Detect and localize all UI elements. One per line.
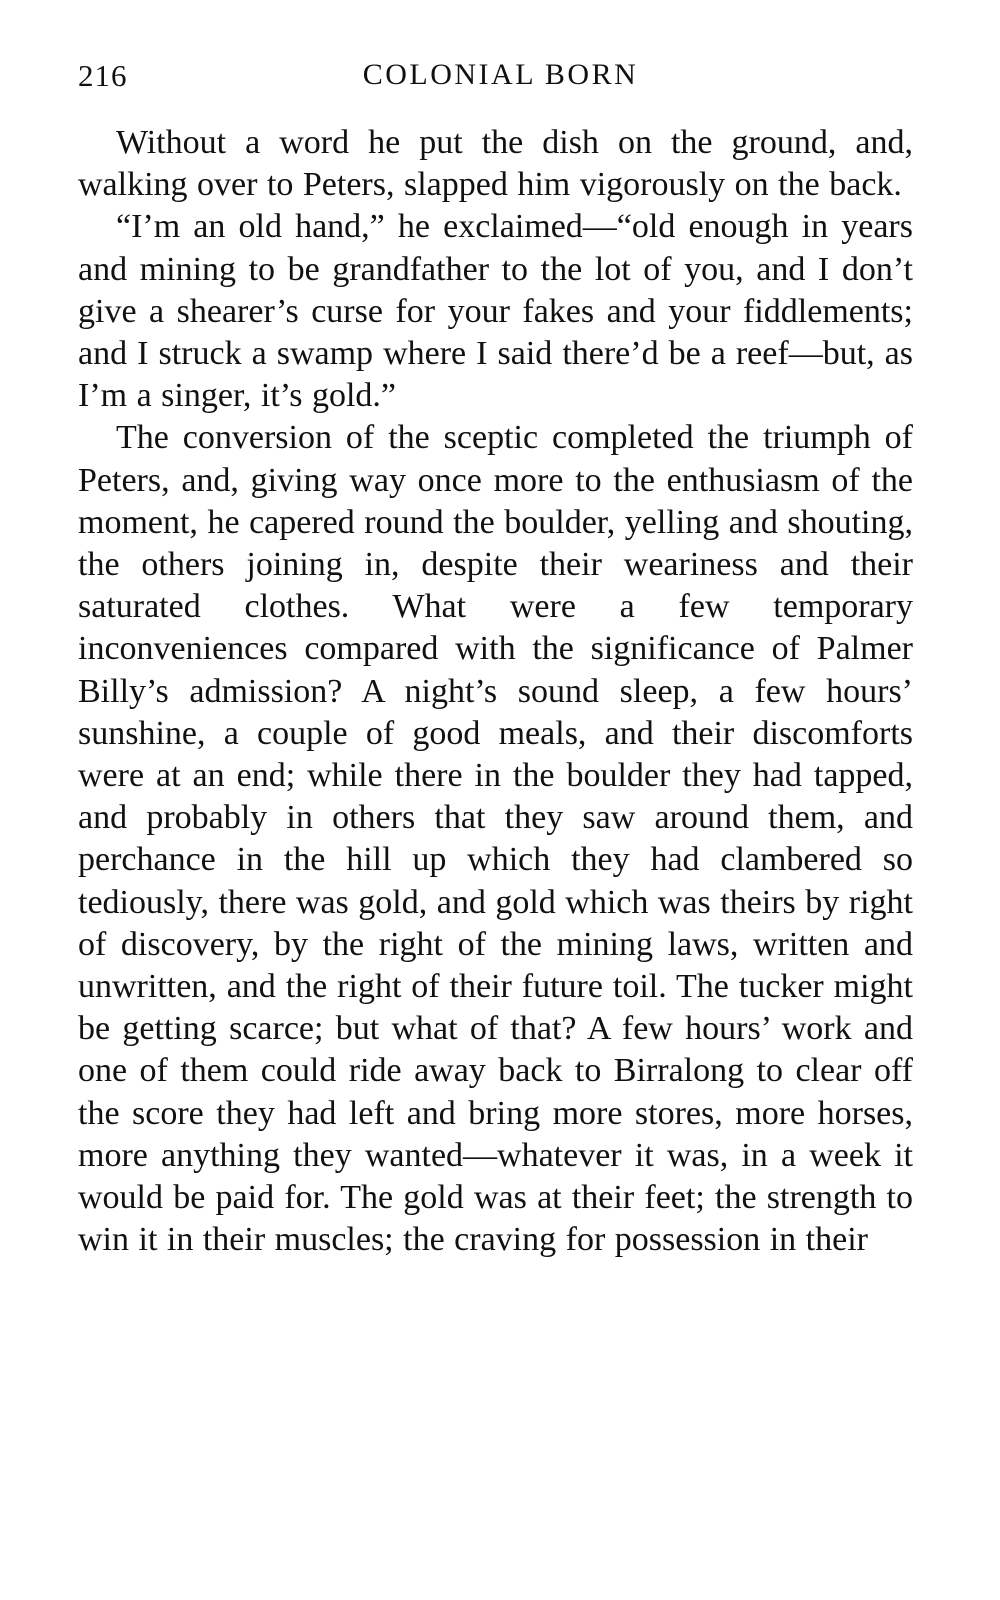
body-text <box>78 122 913 1261</box>
paragraph-1: Without a word he put the dish on the ground, and, walking over to Peters, slapped him vigorously on the back. <box>78 124 913 204</box>
paragraph-3: The conversion of the sceptic completed the triumph of Peters, and, giving way once more to the enthusiasm of the moment, he capered round the boulder, yelling and shouting, the others joining in, despite their weariness and their saturated clothes. What were a few temporary inconveniences compared with the significance of Palmer Billy’s admission? A night’s sound sleep, a few hours’ sunshine, a couple of good meals, and their discomforts were at an end; while there in the boulder they had tapped, and probably in others that they saw around them, and perchance in the hill up which they had clambered so tediously, there was gold, and gold which was theirs by right of discovery, by the right of the mining laws, written and unwritten, and the right of their future toil. The tucker might be getting scarce; but what of that? A few hours’ work and one of them could ride away back to Birralong to clear off the score they had left and bring more stores, more horses, more anything they wanted—whatever it was, in a week it would be paid for. The gold was at their feet; the strength to win it in their muscles; the craving for possession in their <box>78 419 913 1259</box>
running-header <box>78 58 913 102</box>
paragraph-2: “I’m an old hand,” he exclaimed—“old enough in years and mining to be grandfather to the lot of you, and I don’t give a shearer’s curse for your fakes and your fiddlements; and I struck a swamp where I said there’d be a reef—but, as I’m a singer, it’s gold.” <box>78 208 913 415</box>
page-number: 216 <box>78 58 128 93</box>
running-title: COLONIAL BORN <box>362 58 639 91</box>
